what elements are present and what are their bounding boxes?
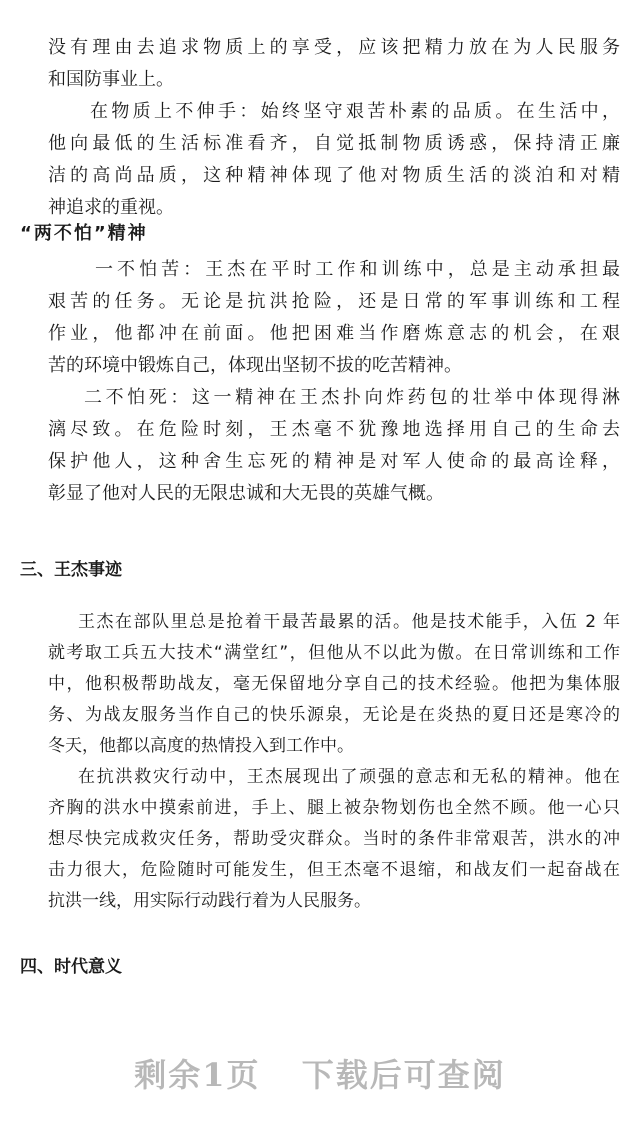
paragraph-line: 冬天，他都以高度的热情投入到工作中。 bbox=[48, 736, 354, 756]
subheading: “两不怕”精神 bbox=[20, 223, 148, 244]
paragraph-line: 就考取工兵五大技术“满堂红”，但他从不以此为傲。在日常训练和工作 bbox=[48, 643, 620, 663]
paragraph-line: 齐胸的洪水中摸索前进，手上、腿上被杂物划伤也全然不顾。他一心只 bbox=[48, 798, 620, 818]
section-heading: 三、王杰事迹 bbox=[20, 560, 122, 580]
paragraph-line: 艰苦的任务。无论是抗洪抢险，还是日常的军事训练和工程 bbox=[48, 291, 620, 312]
paragraph-line: 中，他积极帮助战友，毫无保留地分享自己的技术经验。他把为集体服 bbox=[48, 674, 620, 694]
paragraph-line: 他向最低的生活标准看齐，自觉抵制物质诱惑，保持清正廉 bbox=[48, 133, 620, 154]
paragraph-line: 彰显了他对人民的无限忠诚和大无畏的英雄气概。 bbox=[48, 483, 444, 504]
paragraph-line: 一不怕苦：王杰在平时工作和训练中，总是主动承担最 bbox=[95, 259, 620, 280]
paragraph-line: 苦的环境中锻炼自己，体现出坚韧不拔的吃苦精神。 bbox=[48, 355, 462, 376]
download-prompt[interactable] bbox=[0, 1050, 640, 1096]
paragraph-line: 作业，他都冲在前面。他把困难当作磨炼意志的机会，在艰 bbox=[48, 323, 620, 344]
paragraph-line: 击力很大，危险随时可能发生，但王杰毫不退缩，和战友们一起奋战在 bbox=[48, 860, 620, 880]
section-heading: 四、时代意义 bbox=[20, 957, 122, 977]
paragraph-line: 抗洪一线，用实际行动践行着为人民服务。 bbox=[48, 891, 371, 911]
remaining-pages-text: 剩余1页 bbox=[134, 1056, 261, 1094]
paragraph-line: 务、为战友服务当作自己的快乐源泉，无论是在炎热的夏日还是寒冷的 bbox=[48, 705, 620, 725]
download-to-view-text: 下载后可查阅 bbox=[301, 1056, 506, 1094]
paragraph-line: 洁的高尚品质，这种精神体现了他对物质生活的淡泊和对精 bbox=[48, 165, 620, 186]
paragraph-line: 在抗洪救灾行动中，王杰展现出了顽强的意志和无私的精神。他在 bbox=[78, 767, 620, 787]
paragraph-line: 在物质上不伸手：始终坚守艰苦朴素的品质。在生活中， bbox=[90, 101, 620, 122]
paragraph-line: 漓尽致。在危险时刻，王杰毫不犹豫地选择用自己的生命去 bbox=[48, 419, 620, 440]
paragraph-line: 二不怕死：这一精神在王杰扑向炸药包的壮举中体现得淋 bbox=[84, 387, 620, 408]
paragraph-line: 保护他人，这种舍生忘死的精神是对军人使命的最高诠释， bbox=[48, 451, 620, 472]
paragraph-line: 王杰在部队里总是抢着干最苦最累的活。他是技术能手，入伍 2 年 bbox=[78, 612, 620, 632]
paragraph-line: 想尽快完成救灾任务，帮助受灾群众。当时的条件非常艰苦，洪水的冲 bbox=[48, 829, 620, 849]
paragraph-line: 没有理由去追求物质上的享受，应该把精力放在为人民服务 bbox=[48, 37, 620, 58]
paragraph-line: 神追求的重视。 bbox=[48, 197, 174, 218]
paragraph-line: 和国防事业上。 bbox=[48, 69, 174, 90]
